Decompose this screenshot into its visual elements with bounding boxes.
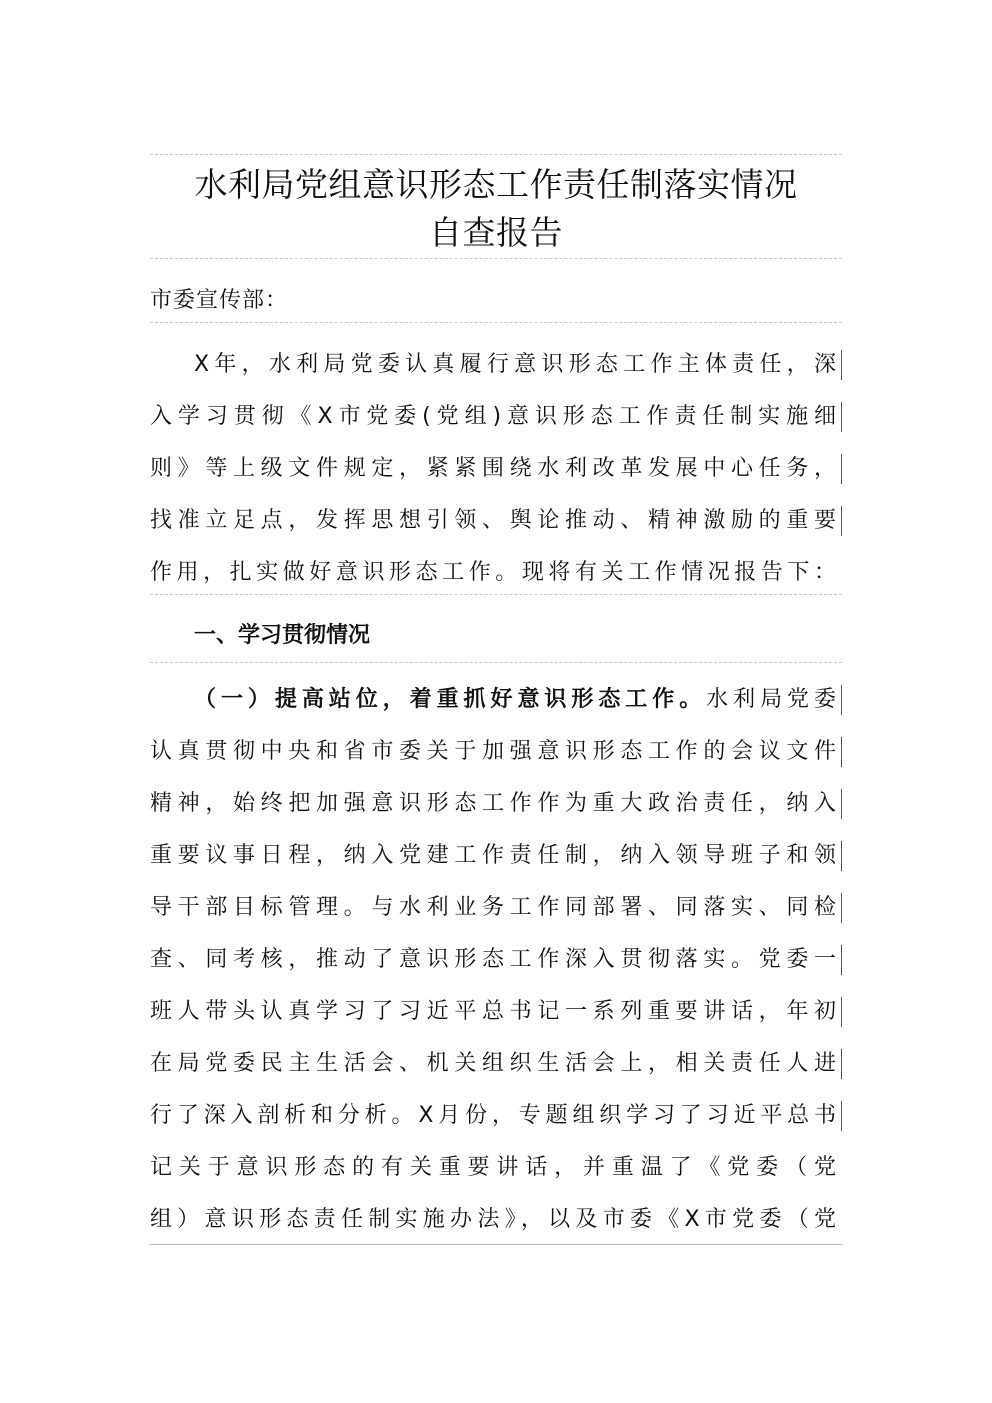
paragraph-text: 水利局党委 bbox=[706, 687, 836, 712]
margin-bar bbox=[841, 737, 842, 767]
margin-bar bbox=[841, 1049, 842, 1079]
margin-bar bbox=[841, 402, 842, 432]
section-heading: 一、学习贯彻情况 bbox=[194, 623, 371, 648]
margin-bar bbox=[841, 789, 842, 819]
paragraph-line: 行了深入剖析和分析。X月份，专题组织学习了习近平总书 bbox=[150, 1103, 836, 1128]
section-divider bbox=[150, 662, 842, 663]
intro-line: 作用，扎实做好意识形态工作。现将有关工作情况报告下： bbox=[150, 560, 836, 585]
subsection-heading: （一）提高站位，着重抓好意识形态工作。 bbox=[194, 687, 707, 712]
paragraph-first-line bbox=[150, 680, 836, 720]
margin-bar bbox=[841, 893, 842, 923]
greeting: 市委宣传部： bbox=[150, 288, 289, 313]
document-title-line-1: 水利局党组意识形态工作责任制落实情况 bbox=[194, 165, 798, 204]
paragraph-line: 导干部目标管理。与水利业务工作同部署、同落实、同检 bbox=[150, 895, 836, 920]
margin-bar bbox=[841, 945, 842, 975]
intro-line: X年，水利局党委认真履行意识形态工作主体责任，深 bbox=[194, 352, 836, 377]
intro-line: 找准立足点，发挥思想引领、舆论推动、精神激励的重要 bbox=[150, 508, 836, 533]
title-divider bbox=[150, 258, 842, 259]
paragraph-line: 认真贯彻中央和省市委关于加强意识形态工作的会议文件 bbox=[150, 739, 836, 764]
paragraph-line: 组）意识形态责任制实施办法》，以及市委《X市党委（党 bbox=[150, 1207, 836, 1232]
margin-bar bbox=[841, 350, 842, 380]
top-divider bbox=[150, 154, 842, 155]
intro-divider bbox=[150, 594, 842, 595]
paragraph-line: 精神，始终把加强意识形态工作作为重大政治责任，纳入 bbox=[150, 791, 836, 816]
margin-bar bbox=[841, 685, 842, 715]
paragraph-line: 班人带头认真学习了习近平总书记一系列重要讲话，年初 bbox=[150, 999, 836, 1024]
paragraph-line: 查、同考核，推动了意识形态工作深入贯彻落实。党委一 bbox=[150, 947, 836, 972]
margin-bar bbox=[841, 997, 842, 1027]
margin-bar bbox=[841, 454, 842, 484]
paragraph-line: 重要议事日程，纳入党建工作责任制，纳入领导班子和领 bbox=[150, 843, 836, 868]
margin-bar bbox=[841, 1101, 842, 1131]
intro-line: 入学习贯彻《X市党委(党组)意识形态工作责任制实施细 bbox=[150, 404, 836, 429]
margin-bar bbox=[841, 506, 842, 536]
greeting-divider bbox=[150, 322, 842, 323]
margin-bar bbox=[841, 841, 842, 871]
paragraph-line: 记关于意识形态的有关重要讲话，并重温了《党委（党 bbox=[150, 1155, 836, 1180]
intro-line: 则》等上级文件规定，紧紧围绕水利改革发展中心任务， bbox=[150, 456, 836, 481]
document-title-line-2: 自查报告 bbox=[429, 213, 563, 252]
paragraph-line: 在局党委民主生活会、机关组织生活会上，相关责任人进 bbox=[150, 1051, 836, 1076]
bottom-divider bbox=[150, 1244, 842, 1245]
